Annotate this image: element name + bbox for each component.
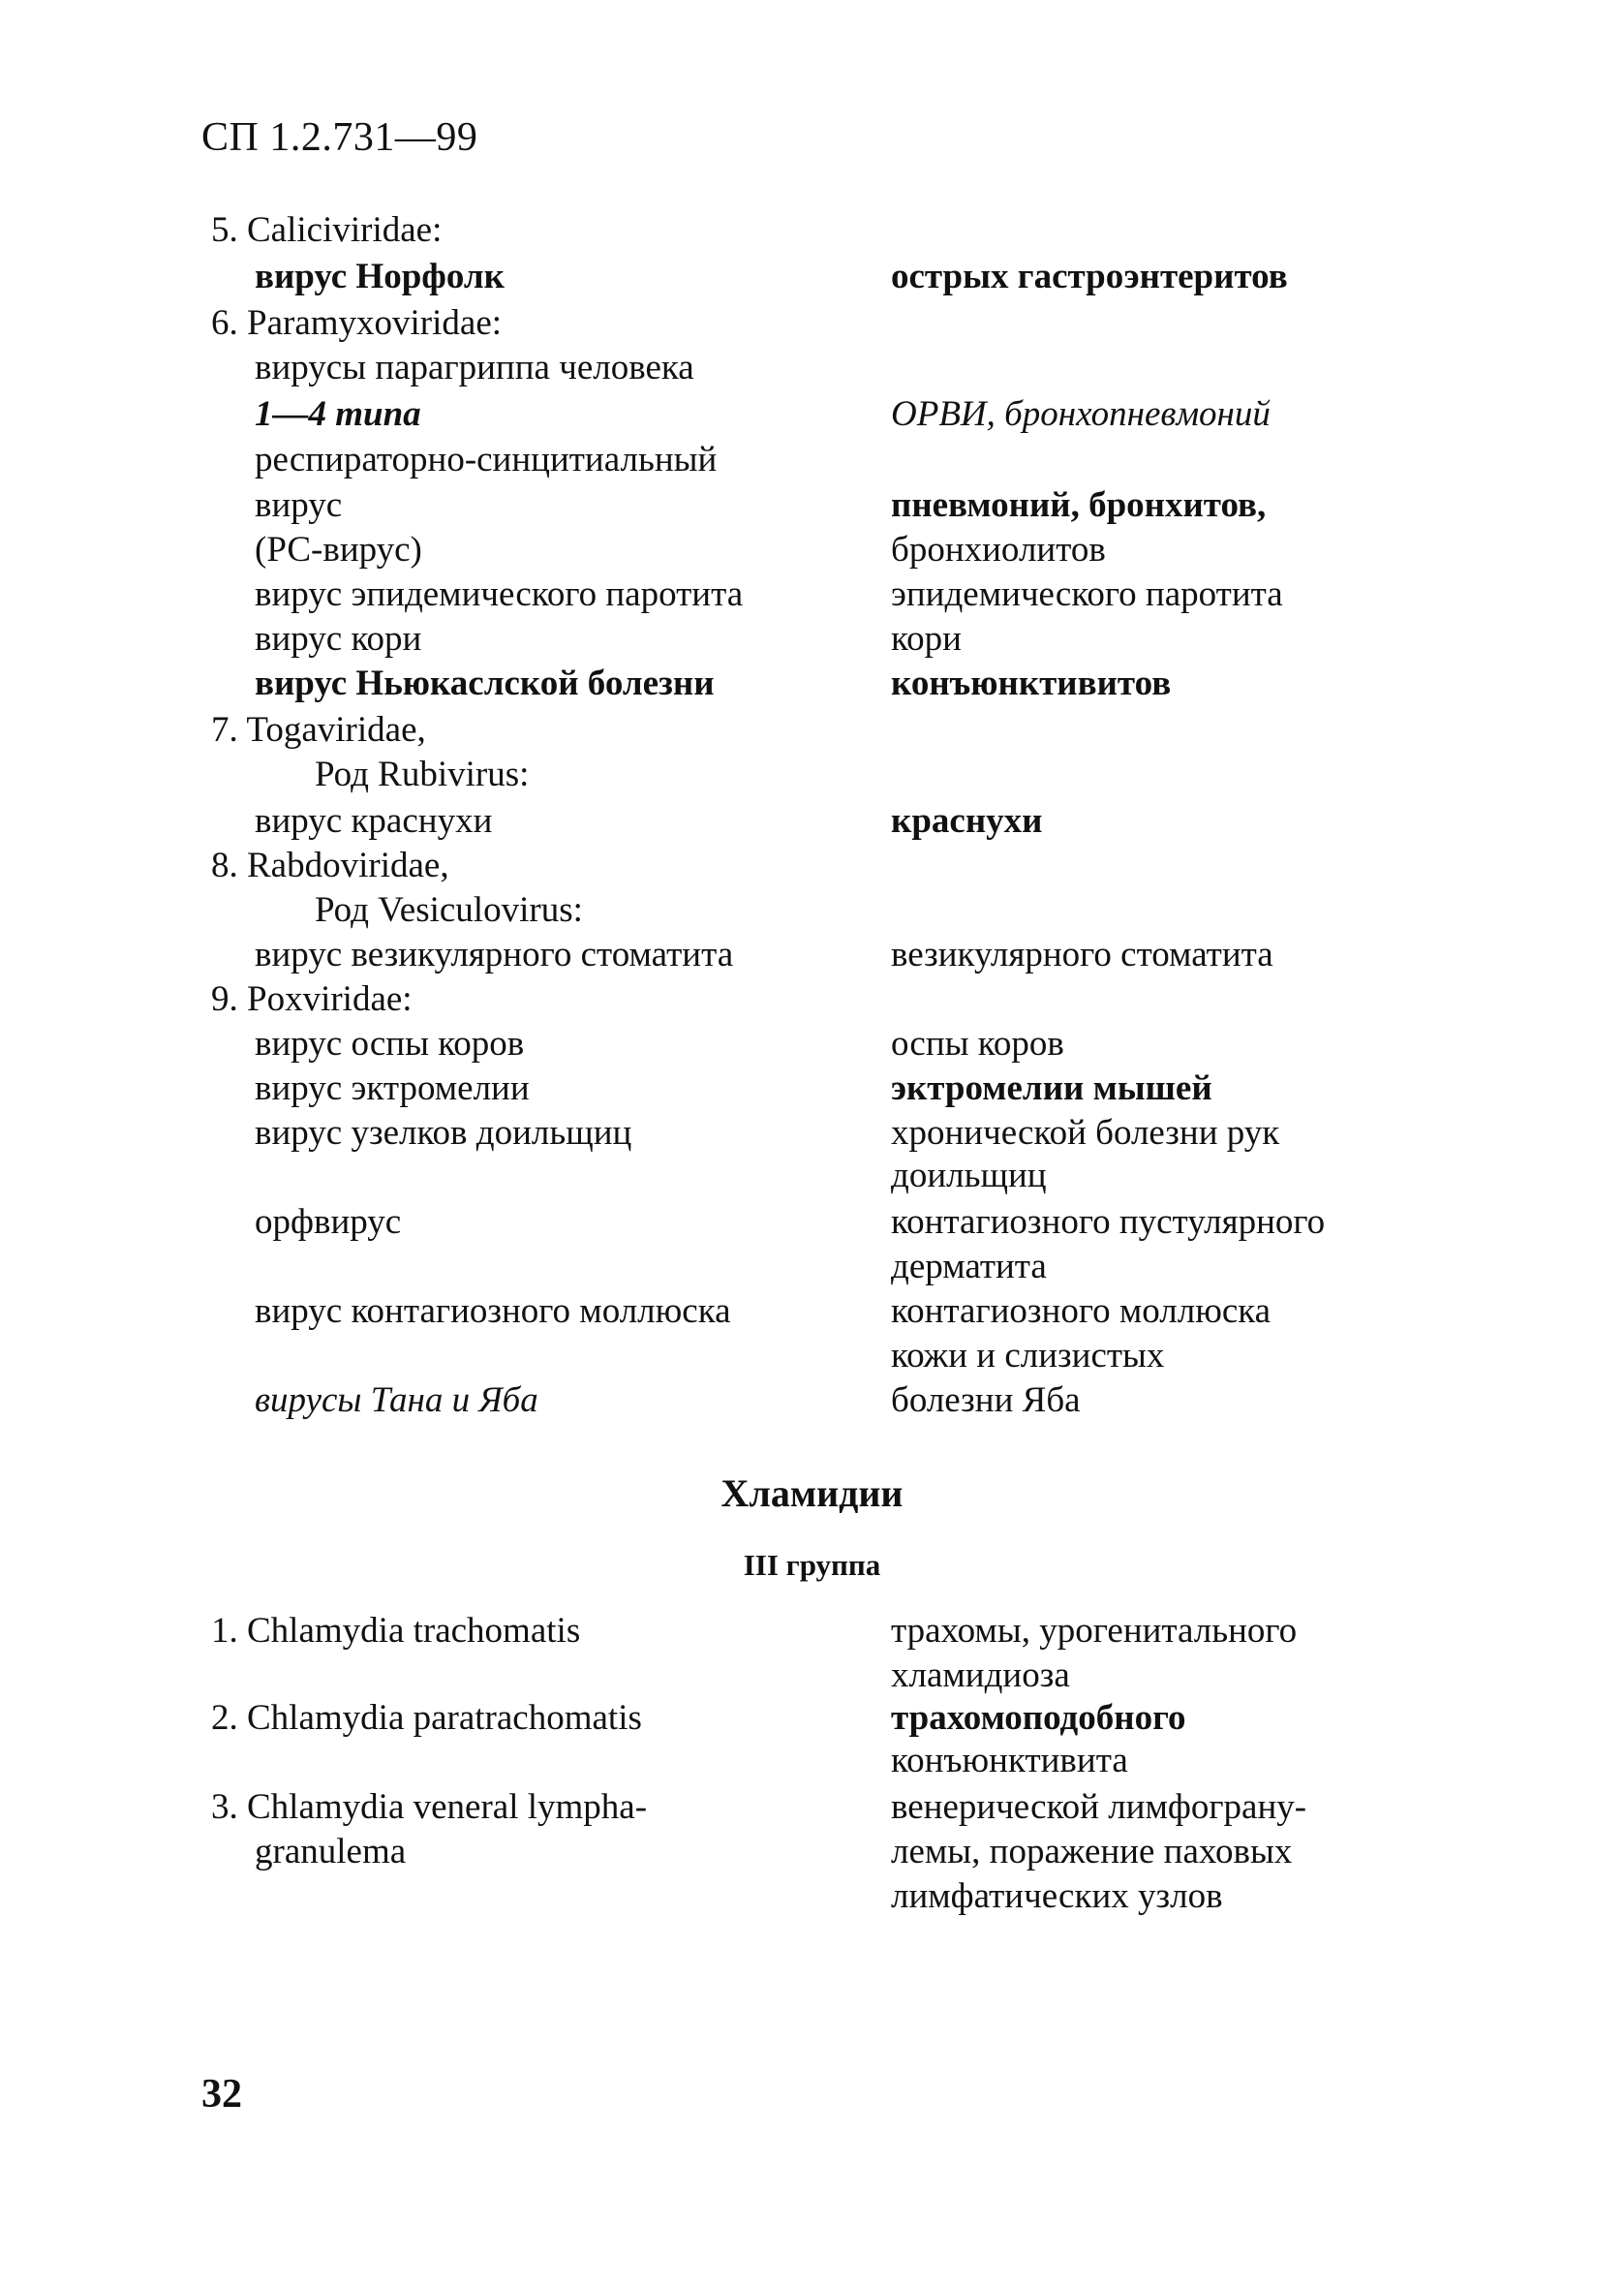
row-left: вирус Норфолк bbox=[255, 257, 505, 296]
row-left: 1. Chlamydia trachomatis bbox=[211, 1611, 581, 1651]
table-row bbox=[0, 347, 1624, 389]
table-row bbox=[0, 1023, 1624, 1066]
row-right: оспы коров bbox=[891, 1024, 1064, 1064]
table-row bbox=[0, 484, 1624, 527]
row-left: 6. Paramyxoviridae: bbox=[211, 303, 503, 343]
row-right: доильщиц bbox=[891, 1156, 1047, 1195]
row-left: 5. Caliciviridae: bbox=[211, 210, 443, 250]
row-left: вирус краснухи bbox=[255, 801, 493, 841]
table-row bbox=[0, 439, 1624, 481]
row-left: вирусы Тана и Яба bbox=[255, 1380, 538, 1420]
row-right: кожи и слизистых bbox=[891, 1336, 1165, 1376]
row-left: 1—4 типа bbox=[255, 394, 421, 434]
row-right: контагиозного пустулярного bbox=[891, 1202, 1326, 1242]
row-right: трахомоподобного bbox=[891, 1698, 1186, 1738]
table-row bbox=[0, 1290, 1624, 1333]
row-right: лимфатических узлов bbox=[891, 1876, 1223, 1916]
row-right: кори bbox=[891, 619, 962, 659]
table-row bbox=[0, 934, 1624, 976]
row-left: вирусы парагриппа человека bbox=[255, 348, 694, 387]
row-left: Род Rubivirus: bbox=[315, 755, 530, 794]
row-left: вирус эпидемического паротита bbox=[255, 574, 744, 614]
section-subtitle: III группа bbox=[743, 1548, 881, 1582]
row-left: 7. Togaviridae, bbox=[211, 710, 426, 750]
row-left: 8. Rabdoviridae, bbox=[211, 846, 449, 885]
document-header: СП 1.2.731—99 bbox=[201, 115, 478, 160]
row-right: контагиозного моллюска bbox=[891, 1291, 1272, 1331]
table-row bbox=[0, 800, 1624, 843]
row-left: (РС-вирус) bbox=[255, 530, 422, 570]
table-row bbox=[0, 1654, 1624, 1697]
row-right: конъюнктивитов bbox=[891, 664, 1172, 703]
table-row bbox=[0, 1155, 1624, 1197]
row-right: хронической болезни рук bbox=[891, 1113, 1280, 1153]
row-right: болезни Яба bbox=[891, 1380, 1081, 1420]
row-left: вирус кори bbox=[255, 619, 422, 659]
row-right: бронхиолитов bbox=[891, 530, 1106, 570]
row-left: вирус эктромелии bbox=[255, 1068, 530, 1108]
table-row bbox=[0, 1875, 1624, 1918]
table-row bbox=[0, 1740, 1624, 1782]
row-left: 2. Chlamydia paratrachomatis bbox=[211, 1698, 642, 1738]
table-row bbox=[0, 1067, 1624, 1110]
table-row bbox=[0, 663, 1624, 705]
row-right: венерической лимфограну- bbox=[891, 1787, 1307, 1827]
row-right: дерматита bbox=[891, 1247, 1047, 1286]
row-left: вирус контагиозного моллюска bbox=[255, 1291, 731, 1331]
table-row bbox=[0, 709, 1624, 752]
row-right: краснухи bbox=[891, 801, 1043, 841]
section-title: Хламидии bbox=[720, 1471, 904, 1515]
table-row bbox=[0, 1112, 1624, 1155]
row-left: вирус узелков доильщиц bbox=[255, 1113, 632, 1153]
row-left: вирус Ньюкаслской болезни bbox=[255, 664, 715, 703]
row-right: эктромелии мышей bbox=[891, 1068, 1212, 1108]
row-right: хламидиоза bbox=[891, 1655, 1070, 1695]
table-row bbox=[0, 393, 1624, 436]
row-right: ОРВИ, бронхопневмоний bbox=[891, 394, 1271, 434]
table-row bbox=[0, 978, 1624, 1021]
page-number: 32 bbox=[201, 2072, 242, 2117]
table-row bbox=[0, 256, 1624, 298]
row-left: вирус bbox=[255, 485, 343, 525]
row-left: вирус везикулярного стоматита bbox=[255, 935, 734, 974]
table-row bbox=[0, 1201, 1624, 1244]
table-row bbox=[0, 1831, 1624, 1873]
row-left: Род Vesiculovirus: bbox=[315, 890, 583, 930]
row-left: респираторно-синцитиальный bbox=[255, 440, 718, 479]
row-left: granulema bbox=[255, 1832, 407, 1871]
row-right: трахомы, урогенитального bbox=[891, 1611, 1298, 1651]
row-left: орфвирус bbox=[255, 1202, 402, 1242]
table-row bbox=[0, 845, 1624, 887]
row-right: конъюнктивита bbox=[891, 1741, 1128, 1780]
row-left: 9. Poxviridae: bbox=[211, 979, 413, 1019]
table-row bbox=[0, 1697, 1624, 1740]
table-row bbox=[0, 529, 1624, 572]
table-row bbox=[0, 573, 1624, 616]
row-right: пневмоний, бронхитов, bbox=[891, 485, 1267, 525]
table-row bbox=[0, 889, 1624, 932]
table-row bbox=[0, 1786, 1624, 1829]
row-right: везикулярного стоматита bbox=[891, 935, 1273, 974]
row-right: эпидемического паротита bbox=[891, 574, 1283, 614]
table-row bbox=[0, 1335, 1624, 1377]
table-row bbox=[0, 209, 1624, 252]
table-row bbox=[0, 1610, 1624, 1653]
row-left: 3. Chlamydia veneral lympha- bbox=[211, 1787, 648, 1827]
table-row bbox=[0, 618, 1624, 661]
row-right: острых гастроэнтеритов bbox=[891, 257, 1288, 296]
table-row bbox=[0, 1246, 1624, 1288]
table-row bbox=[0, 302, 1624, 345]
row-left: вирус оспы коров bbox=[255, 1024, 525, 1064]
row-right: лемы, поражение паховых bbox=[891, 1832, 1293, 1871]
table-row bbox=[0, 754, 1624, 796]
table-row bbox=[0, 1379, 1624, 1422]
